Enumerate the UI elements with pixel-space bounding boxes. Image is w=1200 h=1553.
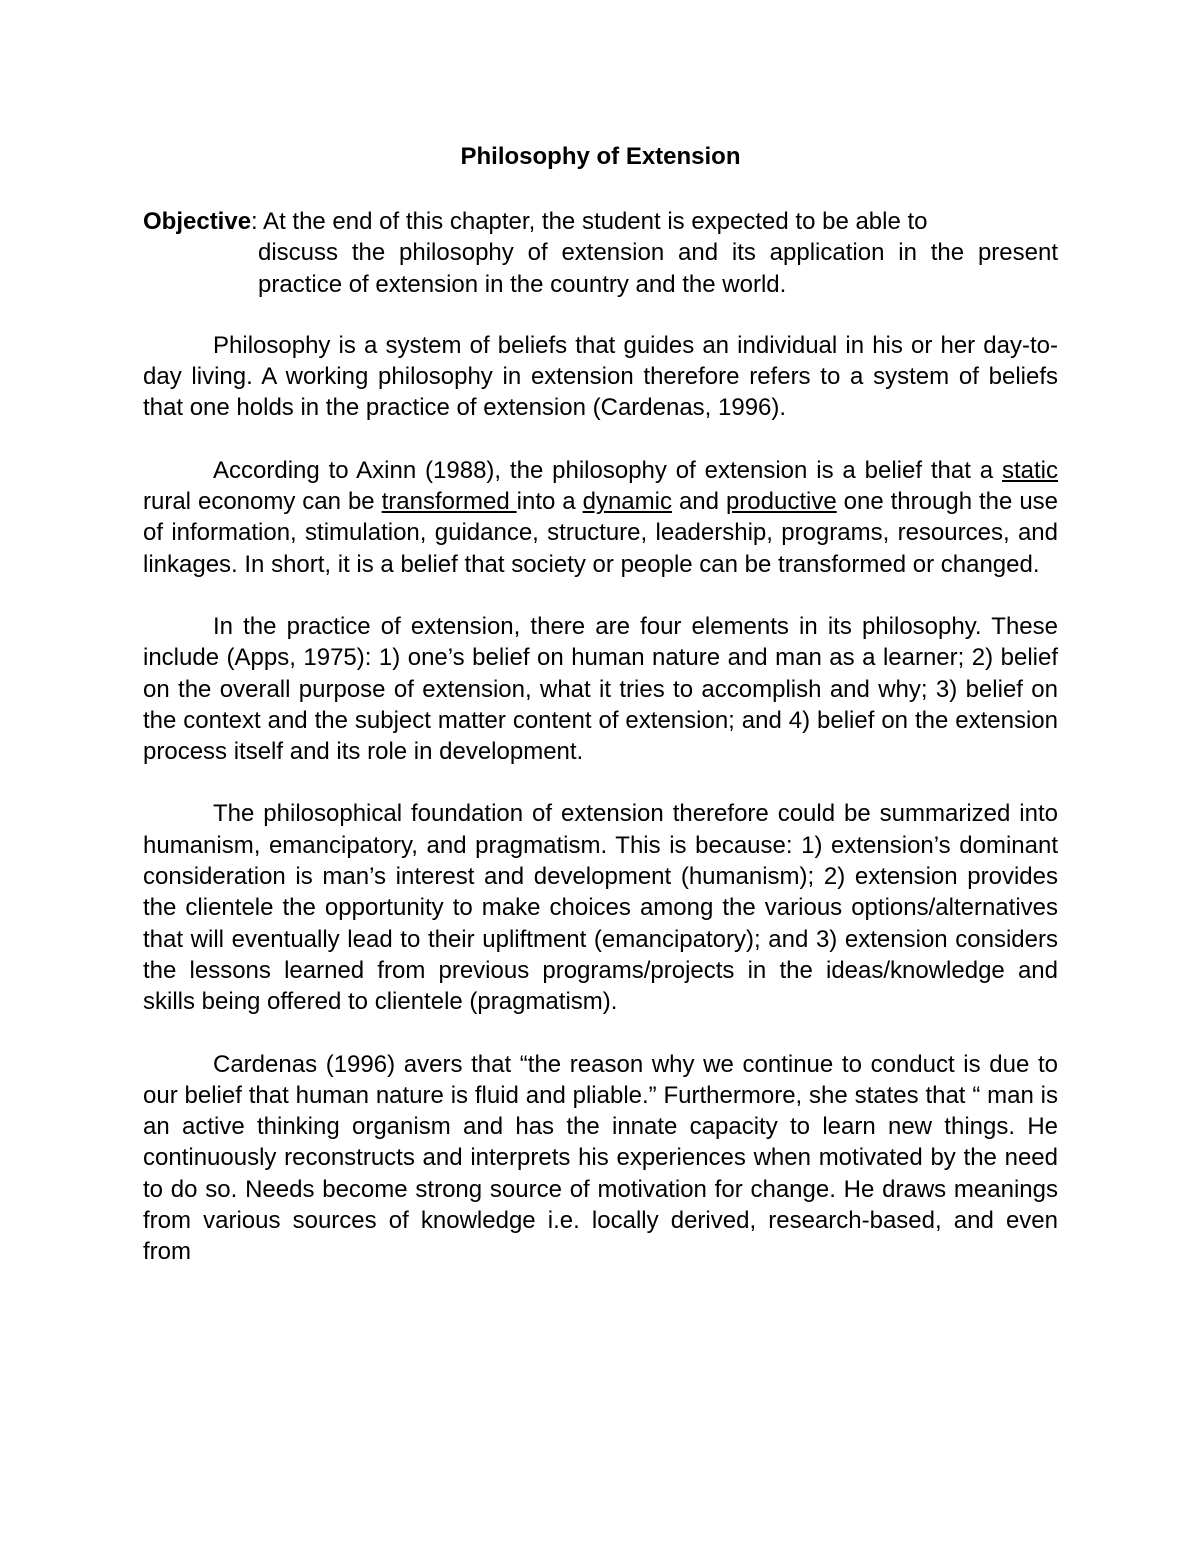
objective-first-line: : At the end of this chapter, the student is expected to be able to bbox=[251, 208, 928, 235]
paragraph-cardenas: Cardenas (1996) avers that “the reason why we continue to conduct is due to our belief that human nature is fluid and pliable.” Furthermore, she states that “ man is an active thinking organism and has the innate capacity to learn new things. He continuously reconstructs and interprets his experiences when motivated by the need to do so. Needs become strong source of motivation for change. He draws meanings from various sources of knowledge i.e. locally derived, research-based, and even from bbox=[143, 1050, 1058, 1266]
document-page bbox=[143, 140, 1058, 1299]
page-title: Philosophy of Extension bbox=[460, 143, 741, 170]
paragraph-philosophical-foundation: The philosophical foundation of extension therefore could be summarized into humanism, emancipatory, and pragmatism. This is because: 1) extension’s dominant consideration is man’s interest and development (humanism); 2) extension provides the clientele the opportunity to make choices among the various options/alternatives that will eventually lead to their upliftment (emancipatory); and 3) extension considers the lessons learned from previous programs/projects in the ideas/knowledge and skills being offered to clientele (pragmatism). bbox=[143, 800, 1058, 1016]
objective-continuation: discuss the philosophy of extension and its application in the present practice of extension in the country and the world. bbox=[258, 239, 1058, 298]
paragraph-axinn-text-2: rural economy can be bbox=[143, 488, 382, 516]
underlined-productive: productive bbox=[725, 488, 837, 516]
underlined-static: static bbox=[1001, 456, 1058, 484]
underlined-dynamic: dynamic bbox=[582, 488, 672, 516]
objective-label: Objective bbox=[143, 208, 252, 235]
paragraph-axinn-text-3: into a bbox=[516, 488, 583, 516]
paragraph-axinn-text-4: and bbox=[671, 488, 726, 516]
objective-block bbox=[143, 206, 1058, 300]
paragraph-four-elements: In the practice of extension, there are four elements in its philosophy. These include (Apps, 1975): 1) one’s belief on human nature and man as a learner; 2) belief on the overall purpose of extension, what it tries to accomplish and why; 3) belief on the context and the subject matter content of extension; and 4) belief on the extension process itself and its role in development. bbox=[143, 612, 1058, 766]
paragraph-axinn-text-1: According to Axinn (1988), the philosophy of extension is a belief that a bbox=[213, 456, 1002, 484]
paragraph-axinn-text-5: one through the use of information, stimulation, guidance, structure, leadership, programs, resources, and linkages. In short, it is a belief that society or people can be transformed or changed. bbox=[143, 488, 1059, 578]
paragraph-axinn bbox=[143, 455, 1058, 580]
underlined-transformed: transformed bbox=[381, 488, 517, 516]
paragraph-philosophy-definition: Philosophy is a system of beliefs that guides an individual in his or her day-to-day living. A working philosophy in extension therefore refers to a system of beliefs that one holds in the practice of extension (Cardenas, 1996). bbox=[143, 331, 1058, 422]
